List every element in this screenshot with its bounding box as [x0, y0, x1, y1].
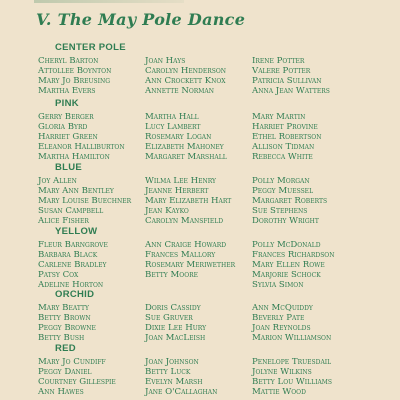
- dancer-name: Joan Hays: [145, 56, 186, 66]
- dancer-name: Evelyn Marsh: [145, 376, 203, 387]
- dancer-name: Irene Potter: [252, 56, 305, 66]
- dancer-name: Carlene Bradley: [38, 259, 107, 270]
- name-column-1: [38, 177, 131, 227]
- dancer-name: Frances Mallory: [145, 249, 216, 260]
- dancer-name: Mary Martin: [252, 112, 306, 122]
- dancer-name: Lucy Lambert: [145, 121, 201, 132]
- name-column-3: [252, 358, 332, 398]
- group-heading: ORCHID: [55, 289, 95, 300]
- dancer-name: Mattie Wood: [252, 386, 306, 397]
- dancer-name: Courtney Gillespie: [38, 376, 116, 387]
- dancer-name: Mary Jo Cundiff: [38, 357, 106, 367]
- group-heading: YELLOW: [55, 226, 98, 237]
- group-heading: PINK: [55, 98, 79, 109]
- dancer-name: Mary Jo Breusing: [38, 75, 111, 86]
- dancer-name: Annette Norman: [145, 85, 214, 96]
- name-column-1: [38, 241, 108, 291]
- dancer-name: Doris Cassidy: [145, 303, 201, 313]
- dancer-name: Mary Ann Bentley: [38, 185, 114, 196]
- group-heading: BLUE: [55, 162, 83, 173]
- group-heading: RED: [55, 343, 76, 354]
- dancer-name: Gerry Berger: [38, 112, 94, 122]
- dancer-name: Mary Ellen Rowe: [252, 259, 325, 270]
- dancer-name: Joan Reynolds: [252, 322, 311, 333]
- dancer-name: Rosemary Logan: [145, 131, 212, 142]
- dancer-name: Eleanor Halliburton: [38, 141, 125, 152]
- name-column-1: [38, 113, 125, 163]
- dancer-name: Betty Bush: [38, 332, 85, 343]
- dancer-name: Jeanne Herbert: [145, 185, 209, 196]
- group-heading: CENTER POLE: [55, 42, 126, 53]
- dancer-name: Betty Lou Williams: [252, 376, 333, 387]
- dancer-name: Anna Jean Watters: [252, 85, 330, 96]
- dancer-name: Polly McDonald: [252, 240, 321, 250]
- dancer-name: Carolyn Mansfield: [145, 215, 224, 226]
- dancer-name: Mary Beatty: [38, 303, 89, 313]
- name-column-3: [252, 304, 331, 344]
- dancer-name: Margaret Marshall: [145, 151, 227, 162]
- dancer-name: Harriet Green: [38, 131, 98, 142]
- dancer-name: Margaret Roberts: [252, 195, 328, 206]
- dancer-name: Joan MacLeish: [145, 332, 206, 343]
- dancer-name: Sue Gruver: [145, 312, 193, 323]
- dancer-name: Marjorie Schock: [252, 269, 321, 280]
- dancer-name: Sylvia Simon: [252, 279, 304, 290]
- dancer-name: Cheryl Barton: [38, 56, 99, 66]
- dancer-name: Patricia Sullivan: [252, 75, 322, 86]
- name-column-3: [252, 57, 330, 97]
- dancer-name: Allison Tidman: [252, 141, 315, 152]
- dancer-name: Beverly Pate: [252, 312, 305, 323]
- dancer-name: Valere Potter: [252, 65, 311, 76]
- name-column-1: [38, 57, 111, 97]
- name-column-1: [38, 304, 96, 344]
- name-column-2: [145, 358, 217, 398]
- dancer-name: Ethel Robertson: [252, 131, 322, 142]
- dancer-name: Jolyne Wilkins: [252, 366, 312, 377]
- name-column-2: [145, 113, 227, 163]
- dancer-name: Peggy Muessel: [252, 185, 314, 196]
- name-column-1: [38, 358, 116, 398]
- name-column-2: [145, 304, 206, 344]
- dancer-name: Mary Louise Buechner: [38, 195, 132, 206]
- dancer-name: Marion Williamson: [252, 332, 332, 343]
- dancer-name: Patsy Cox: [38, 269, 79, 280]
- dancer-name: Joy Allen: [38, 176, 77, 186]
- dancer-name: Betty Luck: [145, 366, 191, 377]
- dancer-name: Polly Morgan: [252, 176, 310, 186]
- dancer-name: Jean Kayko: [145, 205, 189, 216]
- dancer-name: Martha Hamilton: [38, 151, 110, 162]
- dancer-name: Rosemary Meriwether: [145, 259, 236, 270]
- dancer-name: Adeline Horton: [38, 279, 104, 290]
- name-column-3: [252, 177, 327, 227]
- dancer-name: Ann Hawes: [38, 386, 84, 397]
- dancer-name: Peggy Daniel: [38, 366, 92, 377]
- name-column-2: [145, 177, 231, 227]
- dancer-name: Joan Johnson: [145, 357, 199, 367]
- dancer-name: Ann Crockett Knox: [145, 75, 226, 86]
- section-title: V. The May Pole Dance: [36, 10, 246, 29]
- dancer-name: Barbara Black: [38, 249, 98, 260]
- name-column-3: [252, 113, 321, 163]
- dancer-name: Sue Stephens: [252, 205, 308, 216]
- dancer-name: Penelope Truesdail: [252, 357, 332, 367]
- dancer-name: Wilma Lee Henry: [145, 176, 217, 186]
- top-edge-text-remnant: [34, 0, 184, 3]
- name-column-2: [145, 57, 226, 97]
- dancer-name: Martha Hall: [145, 112, 199, 122]
- dancer-name: Rebecca White: [252, 151, 313, 162]
- dancer-name: Jane O'Callaghan: [145, 386, 218, 397]
- dancer-name: Frances Richardson: [252, 249, 335, 260]
- dancer-name: Mary Elizabeth Hart: [145, 195, 232, 206]
- dancer-name: Betty Moore: [145, 269, 199, 280]
- dancer-name: Harriet Provine: [252, 121, 318, 132]
- name-column-2: [145, 241, 235, 281]
- dancer-name: Martha Evers: [38, 85, 96, 96]
- dancer-name: Attollee Boynton: [38, 65, 112, 76]
- dancer-name: Gloria Byrd: [38, 121, 88, 132]
- dancer-name: Ann McQuiddy: [252, 303, 313, 313]
- dancer-name: Dixie Lee Hury: [145, 322, 207, 333]
- dancer-name: Carolyn Henderson: [145, 65, 226, 76]
- dancer-name: Betty Brown: [38, 312, 91, 323]
- dancer-name: Elizabeth Mahoney: [145, 141, 224, 152]
- dancer-name: Peggy Browne: [38, 322, 96, 333]
- dancer-name: Ann Craige Howard: [145, 240, 227, 250]
- name-column-3: [252, 241, 334, 291]
- dancer-name: Dorothy Wright: [252, 215, 319, 226]
- dancer-name: Susan Campbell: [38, 205, 104, 216]
- dancer-name: Alice Fisher: [38, 215, 89, 226]
- dancer-name: Fleur Barngrove: [38, 240, 108, 250]
